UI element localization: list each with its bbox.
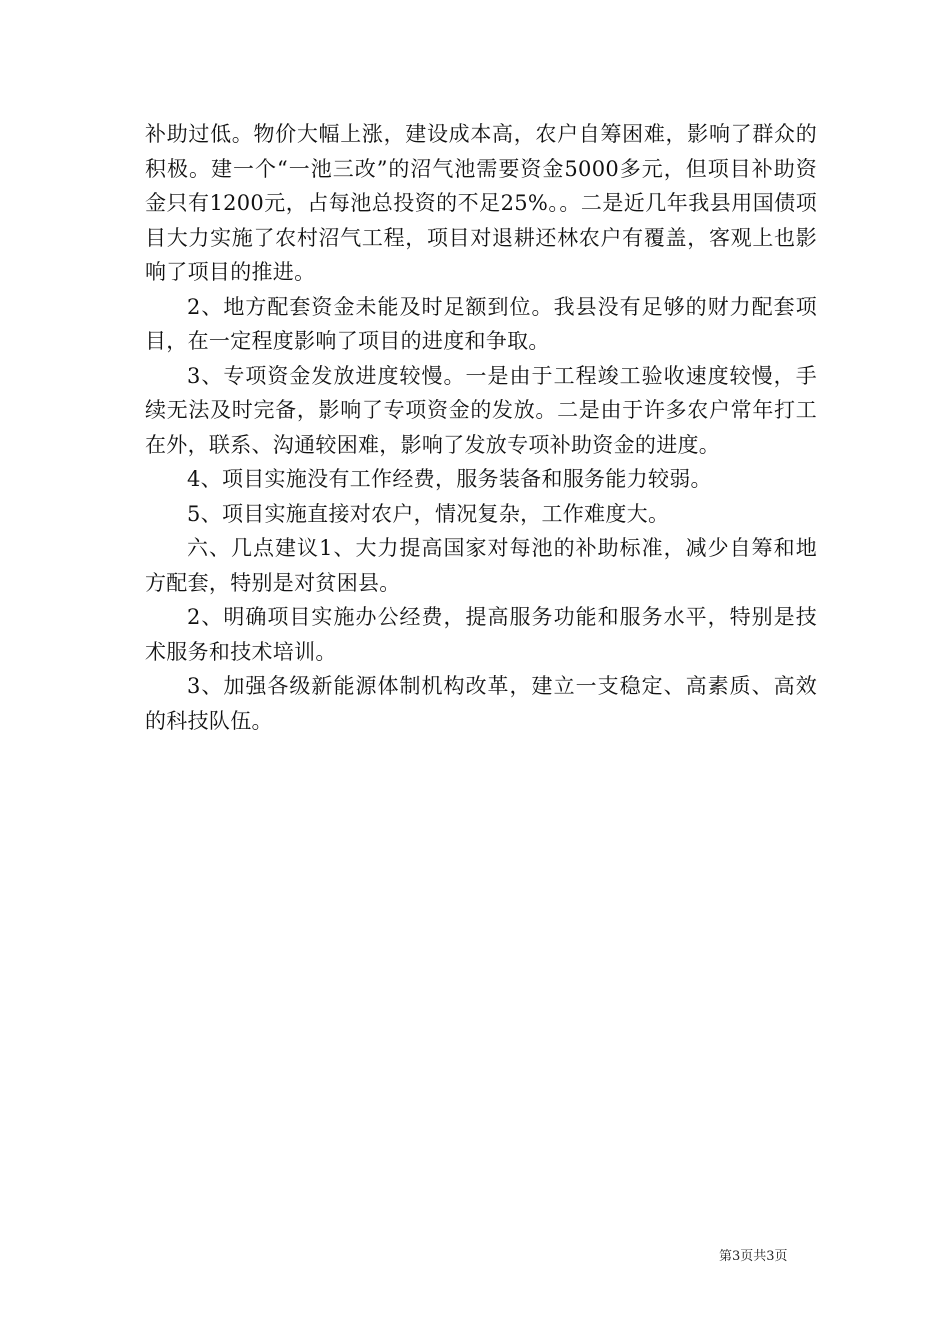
paragraph-item-4: 4、项目实施没有工作经费，服务装备和服务能力较弱。 xyxy=(187,467,712,491)
paragraph-continuation: 补助过低。物价大幅上涨，建设成本高，农户自筹困难，影响了群众的积极。建一个“一池三改”的沼气池需要资金5000多元，但项目补助资金只有1200元，占每池总投资的不足25%。。二是近几年我县用国债项目大力实施了农村沼气工程，项目对退耕还林农户有覆盖，客观上也影响了项目的推进。 xyxy=(145,122,817,284)
paragraph-suggestion-2: 2、明确项目实施办公经费，提高服务功能和服务水平，特别是技术服务和技术培训。 xyxy=(145,605,817,664)
page-number: 第3页共3页 xyxy=(719,1249,788,1264)
document-body xyxy=(145,117,817,738)
paragraph-item-3: 3、专项资金发放进度较慢。一是由于工程竣工验收速度较慢，手续无法及时完备，影响了专项资金的发放。二是由于许多农户常年打工在外，联系、沟通较困难，影响了发放专项补助资金的进度。 xyxy=(145,363,817,457)
paragraph-suggestion-3: 3、加强各级新能源体制机构改革，建立一支稳定、高素质、高效的科技队伍。 xyxy=(145,674,817,733)
paragraph-item-5: 5、项目实施直接对农户，情况复杂，工作难度大。 xyxy=(187,501,670,526)
paragraph-suggestions: 六、几点建议1、大力提高国家对每池的补助标准，减少自筹和地方配套，特别是对贫困县。 xyxy=(145,536,817,595)
paragraph-item-2: 2、地方配套资金未能及时足额到位。我县没有足够的财力配套项目，在一定程度影响了项目的进度和争取。 xyxy=(145,294,817,353)
